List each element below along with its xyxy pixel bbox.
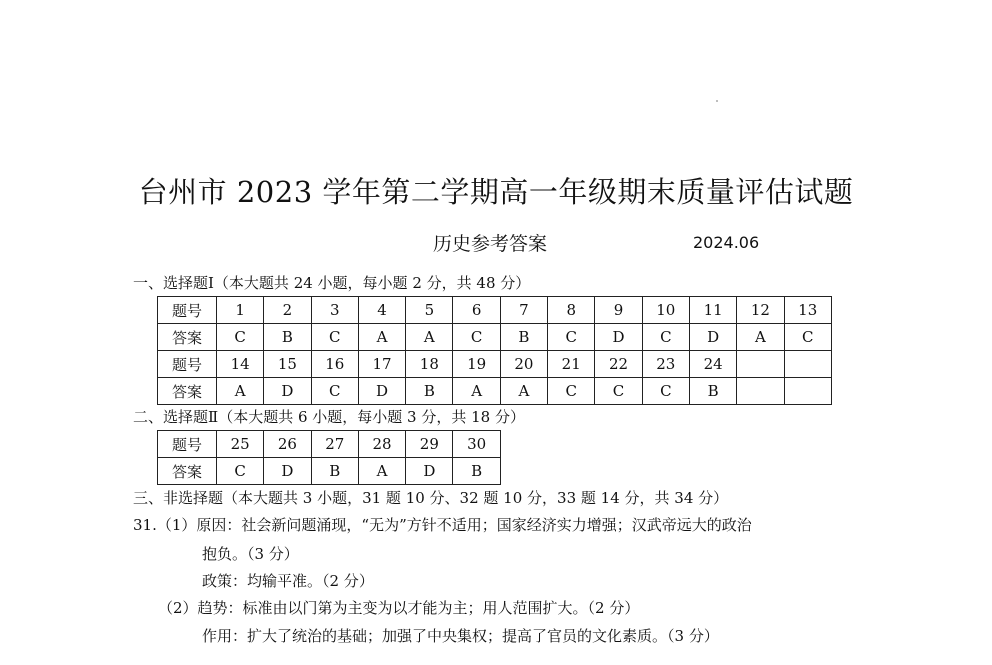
question-number: 9 — [595, 297, 642, 324]
answer-cell: A — [453, 378, 500, 405]
answer-cell: D — [264, 458, 311, 485]
question-number: 30 — [453, 431, 500, 458]
answer-cell: C — [642, 324, 689, 351]
question-number: 25 — [217, 431, 264, 458]
answer-cell: B — [311, 458, 358, 485]
row-label-ans: 答案 — [158, 324, 217, 351]
question-number: 11 — [689, 297, 736, 324]
row-label-num: 题号 — [158, 351, 217, 378]
row-label-num: 题号 — [158, 297, 217, 324]
answer-cell: C — [784, 324, 831, 351]
question-number: 16 — [311, 351, 358, 378]
table-row — [158, 351, 832, 378]
question-number: 17 — [358, 351, 405, 378]
answer-cell: A — [217, 378, 264, 405]
question-number: 29 — [406, 431, 453, 458]
q31-part2-effect: 作用：扩大了统治的基础；加强了中央集权；提高了官员的文化素质。（3 分） — [202, 627, 719, 645]
answer-cell: D — [595, 324, 642, 351]
question-number: 1 — [217, 297, 264, 324]
exam-date: 2024.06 — [693, 233, 760, 252]
question-number: 26 — [264, 431, 311, 458]
section3-heading: 三、非选择题（本大题共 3 小题，31 题 10 分、32 题 10 分，33 题 14 分，共 34 分） — [133, 489, 729, 507]
answer-cell: A — [358, 324, 405, 351]
scan-speck — [716, 100, 718, 102]
answer-cell: C — [311, 324, 358, 351]
table-row — [158, 324, 832, 351]
table-row — [158, 431, 501, 458]
answer-cell: C — [548, 378, 595, 405]
question-number: 18 — [406, 351, 453, 378]
empty-cell — [737, 351, 784, 378]
q31-part2-trend: （2）趋势：标准由以门第为主变为以才能为主；用人范围扩大。（2 分） — [158, 599, 640, 617]
answer-cell: D — [689, 324, 736, 351]
answer-cell: B — [689, 378, 736, 405]
question-number: 6 — [453, 297, 500, 324]
question-number: 10 — [642, 297, 689, 324]
answer-cell: C — [217, 324, 264, 351]
question-number: 24 — [689, 351, 736, 378]
empty-cell — [737, 378, 784, 405]
section1-answer-table — [157, 296, 832, 405]
question-number: 23 — [642, 351, 689, 378]
page-title: 台州市 2023 学年第二学期高一年级期末质量评估试题 — [138, 175, 854, 209]
question-number: 14 — [217, 351, 264, 378]
answer-cell: C — [595, 378, 642, 405]
table-row — [158, 458, 501, 485]
answer-cell: A — [500, 378, 547, 405]
table-row — [158, 378, 832, 405]
question-number: 19 — [453, 351, 500, 378]
question-number: 27 — [311, 431, 358, 458]
question-number: 22 — [595, 351, 642, 378]
question-number: 5 — [406, 297, 453, 324]
question-number: 28 — [358, 431, 405, 458]
empty-cell — [784, 378, 831, 405]
answer-cell: C — [217, 458, 264, 485]
answer-cell: A — [358, 458, 405, 485]
question-number: 8 — [548, 297, 595, 324]
page-subtitle: 历史参考答案 — [433, 233, 548, 255]
answer-cell: C — [548, 324, 595, 351]
answer-cell: C — [311, 378, 358, 405]
q31-part1-policy: 政策：均输平准。（2 分） — [202, 572, 374, 590]
row-label-ans: 答案 — [158, 378, 217, 405]
answer-cell: A — [737, 324, 784, 351]
section2-answer-table — [157, 430, 501, 485]
q31-part1-reason: 31.（1）原因：社会新问题涌现，“无为”方针不适用；国家经济实力增强；汉武帝远大的政治 — [133, 516, 752, 534]
answer-cell: C — [453, 324, 500, 351]
answer-cell: D — [406, 458, 453, 485]
answer-cell: B — [500, 324, 547, 351]
question-number: 15 — [264, 351, 311, 378]
question-number: 7 — [500, 297, 547, 324]
section2-heading: 二、选择题Ⅱ（本大题共 6 小题，每小题 3 分，共 18 分） — [133, 408, 525, 426]
answer-cell: D — [358, 378, 405, 405]
question-number: 2 — [264, 297, 311, 324]
answer-cell: D — [264, 378, 311, 405]
question-number: 21 — [548, 351, 595, 378]
question-number: 3 — [311, 297, 358, 324]
table-row — [158, 297, 832, 324]
question-number: 12 — [737, 297, 784, 324]
q31-part1-reason-cont: 抱负。（3 分） — [202, 545, 299, 563]
question-number: 4 — [358, 297, 405, 324]
row-label-num: 题号 — [158, 431, 217, 458]
answer-cell: B — [453, 458, 500, 485]
answer-cell: A — [406, 324, 453, 351]
section1-heading: 一、选择题Ⅰ（本大题共 24 小题，每小题 2 分，共 48 分） — [133, 274, 531, 292]
question-number: 13 — [784, 297, 831, 324]
answer-cell: C — [642, 378, 689, 405]
answer-cell: B — [264, 324, 311, 351]
answer-cell: B — [406, 378, 453, 405]
empty-cell — [784, 351, 831, 378]
question-number: 20 — [500, 351, 547, 378]
row-label-ans: 答案 — [158, 458, 217, 485]
